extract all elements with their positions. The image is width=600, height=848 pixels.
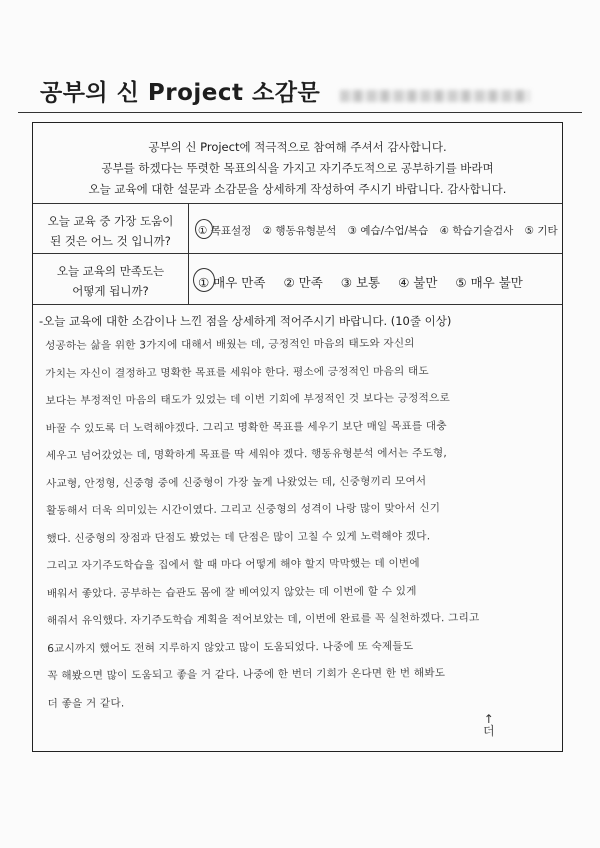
option-very-dissatisfied[interactable]: ⑤ 매우 불만 [455, 275, 523, 290]
insert-mark: 더 [483, 724, 495, 738]
page-header [0, 0, 600, 120]
essay-line: 세우고 넘어갔었는 데, 명확하게 목표를 딱 세워야 겠다. 행동유형분석 에서는 주도형, [45, 447, 448, 462]
essay-line: 그리고 자기주도학습을 집에서 할 때 마다 어떻게 해야 할지 막막했는 데 이번에 [46, 557, 420, 572]
essay-line: 더 좋을 거 같다. [47, 696, 125, 710]
handwritten-essay [45, 329, 563, 718]
essay-line: 해줘서 유익했다. 자기주도학습 계획을 적어보았는 데, 이번에 완료를 꼭 실천하겠다. 그리고 [46, 611, 480, 627]
option-other[interactable]: ⑤ 기타 [524, 225, 558, 237]
option-very-satisfied[interactable]: ① 매우 만족 [198, 275, 266, 290]
intro-line: 공부의 신 Project에 적극적으로 참여해 주셔서 감사합니다. [148, 140, 447, 154]
page-title: 공부의 신 Project 소감문 [40, 80, 321, 106]
essay-line: 바꿀 수 있도록 더 노력해야겠다. 그리고 명확한 목표를 세우기 보단 매일 목표를 대충 [45, 419, 447, 435]
question-1-line: 된 것은 어느 것 입니까? [50, 234, 171, 248]
essay-line: 활동해서 더욱 의미있는 시간이였다. 그리고 신중형의 성격이 나랑 많이 맞아서 신기 [46, 502, 441, 517]
question-1-line: 오늘 교육 중 가장 도움이 [47, 214, 174, 228]
check-mark-icon [193, 268, 215, 292]
option-satisfied[interactable]: ② 만족 [283, 275, 323, 290]
option-dissatisfied[interactable]: ④ 불만 [398, 275, 438, 290]
option-neutral[interactable]: ③ 보통 [340, 275, 381, 290]
option-learning-skills[interactable]: ④ 학습기술검사 [439, 225, 514, 237]
question-2 [33, 261, 188, 301]
option-goal-setting[interactable]: ① 목표설정 [198, 225, 252, 237]
essay-line: 보다는 부정적인 마음의 태도가 있었는 데 이번 기회에 부정적인 것 보다는 긍정적으로 [45, 392, 450, 407]
intro-text [33, 137, 562, 200]
essay-line: 성공하는 삶을 위한 3가지에 대해서 배웠는 데, 긍정적인 마음의 태도와 자신의 [45, 337, 415, 352]
question-1 [33, 211, 188, 251]
question-2-options [198, 273, 537, 291]
essay-line: 꼭 해봤으면 많이 도움되고 좋을 거 같다. 나중에 한 번더 기회가 온다면 한 번 해봐도 [47, 667, 446, 682]
essay-line: 가치는 자신이 결정하고 명확한 목표를 세워야 한다. 평소에 긍정적인 마음의 태도 [45, 364, 429, 380]
intro-line: 오늘 교육에 대한 설문과 소감문을 상세하게 작성하여 주시기 바랍니다. 감사합니다. [88, 182, 507, 196]
check-mark-icon [195, 219, 213, 239]
essay-line: 배워서 좋았다. 공부하는 습관도 몸에 잘 베여있지 않았는 데 이번에 할 수 있게 [46, 584, 417, 600]
question-2-line: 어떻게 됩니까? [72, 284, 149, 298]
arrow-up-icon: ↑ [483, 712, 494, 726]
option-behavior-analysis[interactable]: ② 행동유형분석 [262, 225, 337, 237]
survey-form [32, 122, 563, 752]
divider [33, 253, 562, 254]
essay-prompt: -오늘 교육에 대한 소감이나 느낀 점을 상세하게 적어주시기 바랍니다. (10줄 이상) [39, 314, 452, 328]
essay-line: 했다. 신중형의 장점과 단점도 봤었는 데 단점은 많이 고칠 수 있게 노력해야 겠다. [46, 529, 431, 545]
insert-arrow [483, 713, 495, 737]
header-divider [18, 112, 582, 113]
intro-line: 공부를 하겠다는 뚜렷한 목표의식을 가지고 자기주도적으로 공부하기를 바라며 [101, 161, 494, 175]
redacted-name [340, 90, 530, 102]
essay-line: 사교형, 안정형, 신중형 중에 신중형이 가장 높게 나왔었는 데, 신중형끼리 모여서 [46, 474, 427, 490]
question-2-line: 오늘 교육의 만족도는 [56, 264, 165, 278]
question-1-options [198, 223, 566, 238]
divider [33, 304, 562, 305]
option-study-cycle[interactable]: ③ 예습/수업/복습 [347, 225, 429, 237]
divider [33, 203, 562, 204]
essay-line: 6교시까지 했어도 전혀 지루하지 않았고 많이 도움되었다. 나중에 또 숙제들도 [47, 639, 414, 655]
